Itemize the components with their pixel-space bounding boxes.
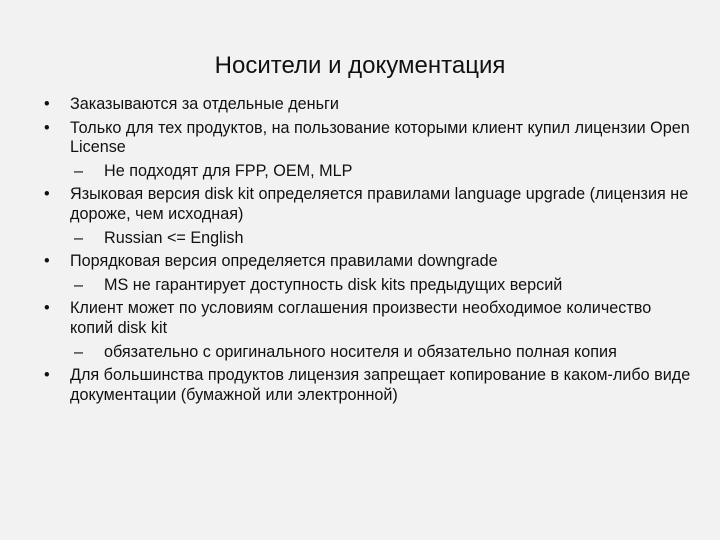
bullet-text: Заказываются за отдельные деньги [70, 95, 339, 113]
bullet-text: Клиент может по условиям соглашения произвести необходимое количество копий disk kit [70, 299, 652, 337]
dash-icon: – [74, 342, 84, 361]
bullet-text: Для большинства продуктов лицензия запрещает копирование в каком-либо виде документации (бумажной или электронной) [70, 366, 691, 404]
bullet-icon: • [44, 299, 50, 318]
dash-icon: – [74, 161, 84, 180]
bullet-list [30, 95, 695, 409]
slide-title: Носители и документация [214, 52, 506, 79]
dash-icon: – [74, 275, 84, 294]
dash-icon: – [74, 228, 84, 247]
bullet-item [30, 119, 695, 158]
bullet-text: Только для тех продуктов, на пользование которыми клиент купил лицензии Open License [70, 118, 690, 157]
sub-bullet-text: обязательно с оригинального носителя и обязательно полная копия [104, 342, 617, 361]
sub-bullet-item [30, 229, 695, 249]
bullet-icon: • [44, 366, 50, 385]
sub-bullet-text: MS не гарантирует доступность disk kits предыдущих версий [104, 275, 563, 294]
bullet-icon: • [44, 252, 50, 271]
bullet-icon: • [44, 95, 50, 113]
sub-bullet-item [30, 162, 695, 182]
bullet-text: Языковая версия disk kit определяется правилами language upgrade (лицензия не дороже, чем исходная) [70, 185, 689, 223]
sub-bullet-item [30, 343, 695, 363]
bullet-icon: • [44, 118, 50, 137]
sub-bullet-item [30, 276, 695, 296]
bullet-text: Порядковая версия определяется правилами downgrade [70, 252, 498, 271]
bullet-item [30, 185, 695, 224]
sub-bullet-text: Не подходят для FPP, OEM, MLP [104, 161, 353, 180]
bullet-item [30, 299, 695, 338]
bullet-item [30, 366, 695, 405]
bullet-item [30, 95, 695, 115]
bullet-item [30, 252, 695, 272]
bullet-icon: • [44, 185, 50, 204]
sub-bullet-text: Russian <= English [104, 228, 244, 247]
